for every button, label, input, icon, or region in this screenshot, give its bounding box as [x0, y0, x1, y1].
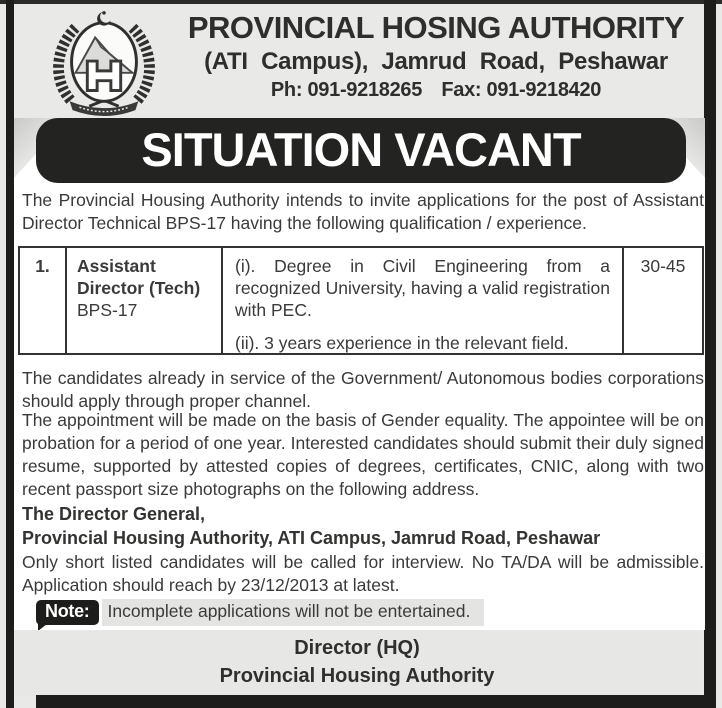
- vacancy-age-cell: 30-45: [640, 256, 686, 276]
- frame-left-border: [6, 0, 14, 708]
- application-address-block: [22, 503, 704, 550]
- note-text: Incomplete applications will not be entertained.: [102, 599, 485, 626]
- frame-bottom-border: [36, 695, 712, 708]
- address-line-1: The Director General,: [22, 504, 206, 524]
- organization-address: (ATI Campus), Jamrud Road, Peshawar: [204, 48, 668, 75]
- phone-number: 091-9218265: [307, 79, 423, 101]
- post-grade: BPS-17: [77, 300, 138, 320]
- organization-name: PROVINCIAL HOSING AUTHORITY: [187, 10, 685, 45]
- advert-header: [14, 4, 704, 118]
- vacancy-table: [18, 246, 704, 355]
- note-label-badge: Note:: [36, 600, 99, 625]
- banner-title: SITUATION VACANT: [141, 122, 581, 176]
- signatory-title: Director (HQ): [294, 637, 420, 659]
- qualification-item-2: (ii). 3 years experience in the relevant field.: [235, 333, 569, 353]
- contact-line: [174, 77, 698, 104]
- appointment-paragraph: The appointment will be made on the basis of Gender equality. The appointee will be on probation for a period of one year. Interested candidates should submit their duly signed resume, supported by attested copies of degrees, certificates, CNIC, along with two recent passport size photographs on the following address.: [22, 410, 704, 499]
- note-row: [36, 599, 484, 626]
- vacancy-post-cell: [67, 248, 223, 353]
- situation-vacant-banner: [36, 118, 686, 183]
- post-title: Assistant Director (Tech): [77, 256, 201, 298]
- signature-footer: [14, 630, 700, 696]
- fax-label: Fax:: [441, 79, 482, 101]
- frame-right-border: [704, 0, 716, 708]
- address-line-2: Provincial Housing Authority, ATI Campus, Jamrud Road, Peshawar: [22, 527, 601, 548]
- qualification-item-1: (i). Degree in Civil Engineering from a recognized University, having a valid registration with PEC.: [235, 256, 610, 320]
- phone-label: Ph:: [270, 79, 303, 101]
- khyber-pakhtunkhwa-crest-logo: [40, 8, 168, 118]
- fax-number: 091-9218420: [486, 79, 602, 101]
- signatory-organization: Provincial Housing Authority: [219, 665, 495, 687]
- vacancy-serial-cell: 1.: [20, 248, 67, 353]
- intro-paragraph: The Provincial Housing Authority intends to invite applications for the post of Assistant Director Technical BPS-17 having the following qualification / experience.: [22, 190, 704, 233]
- vacancy-qualification-cell: [223, 248, 624, 353]
- proper-channel-paragraph: The candidates already in service of the Government/ Autonomous bodies corporations should apply through proper channel.: [22, 368, 704, 411]
- header-text-block: [174, 10, 698, 104]
- interview-paragraph: Only short listed candidates will be called for interview. No TA/DA will be admissible. Application should reach by 23/12/2013 at latest.: [22, 552, 704, 595]
